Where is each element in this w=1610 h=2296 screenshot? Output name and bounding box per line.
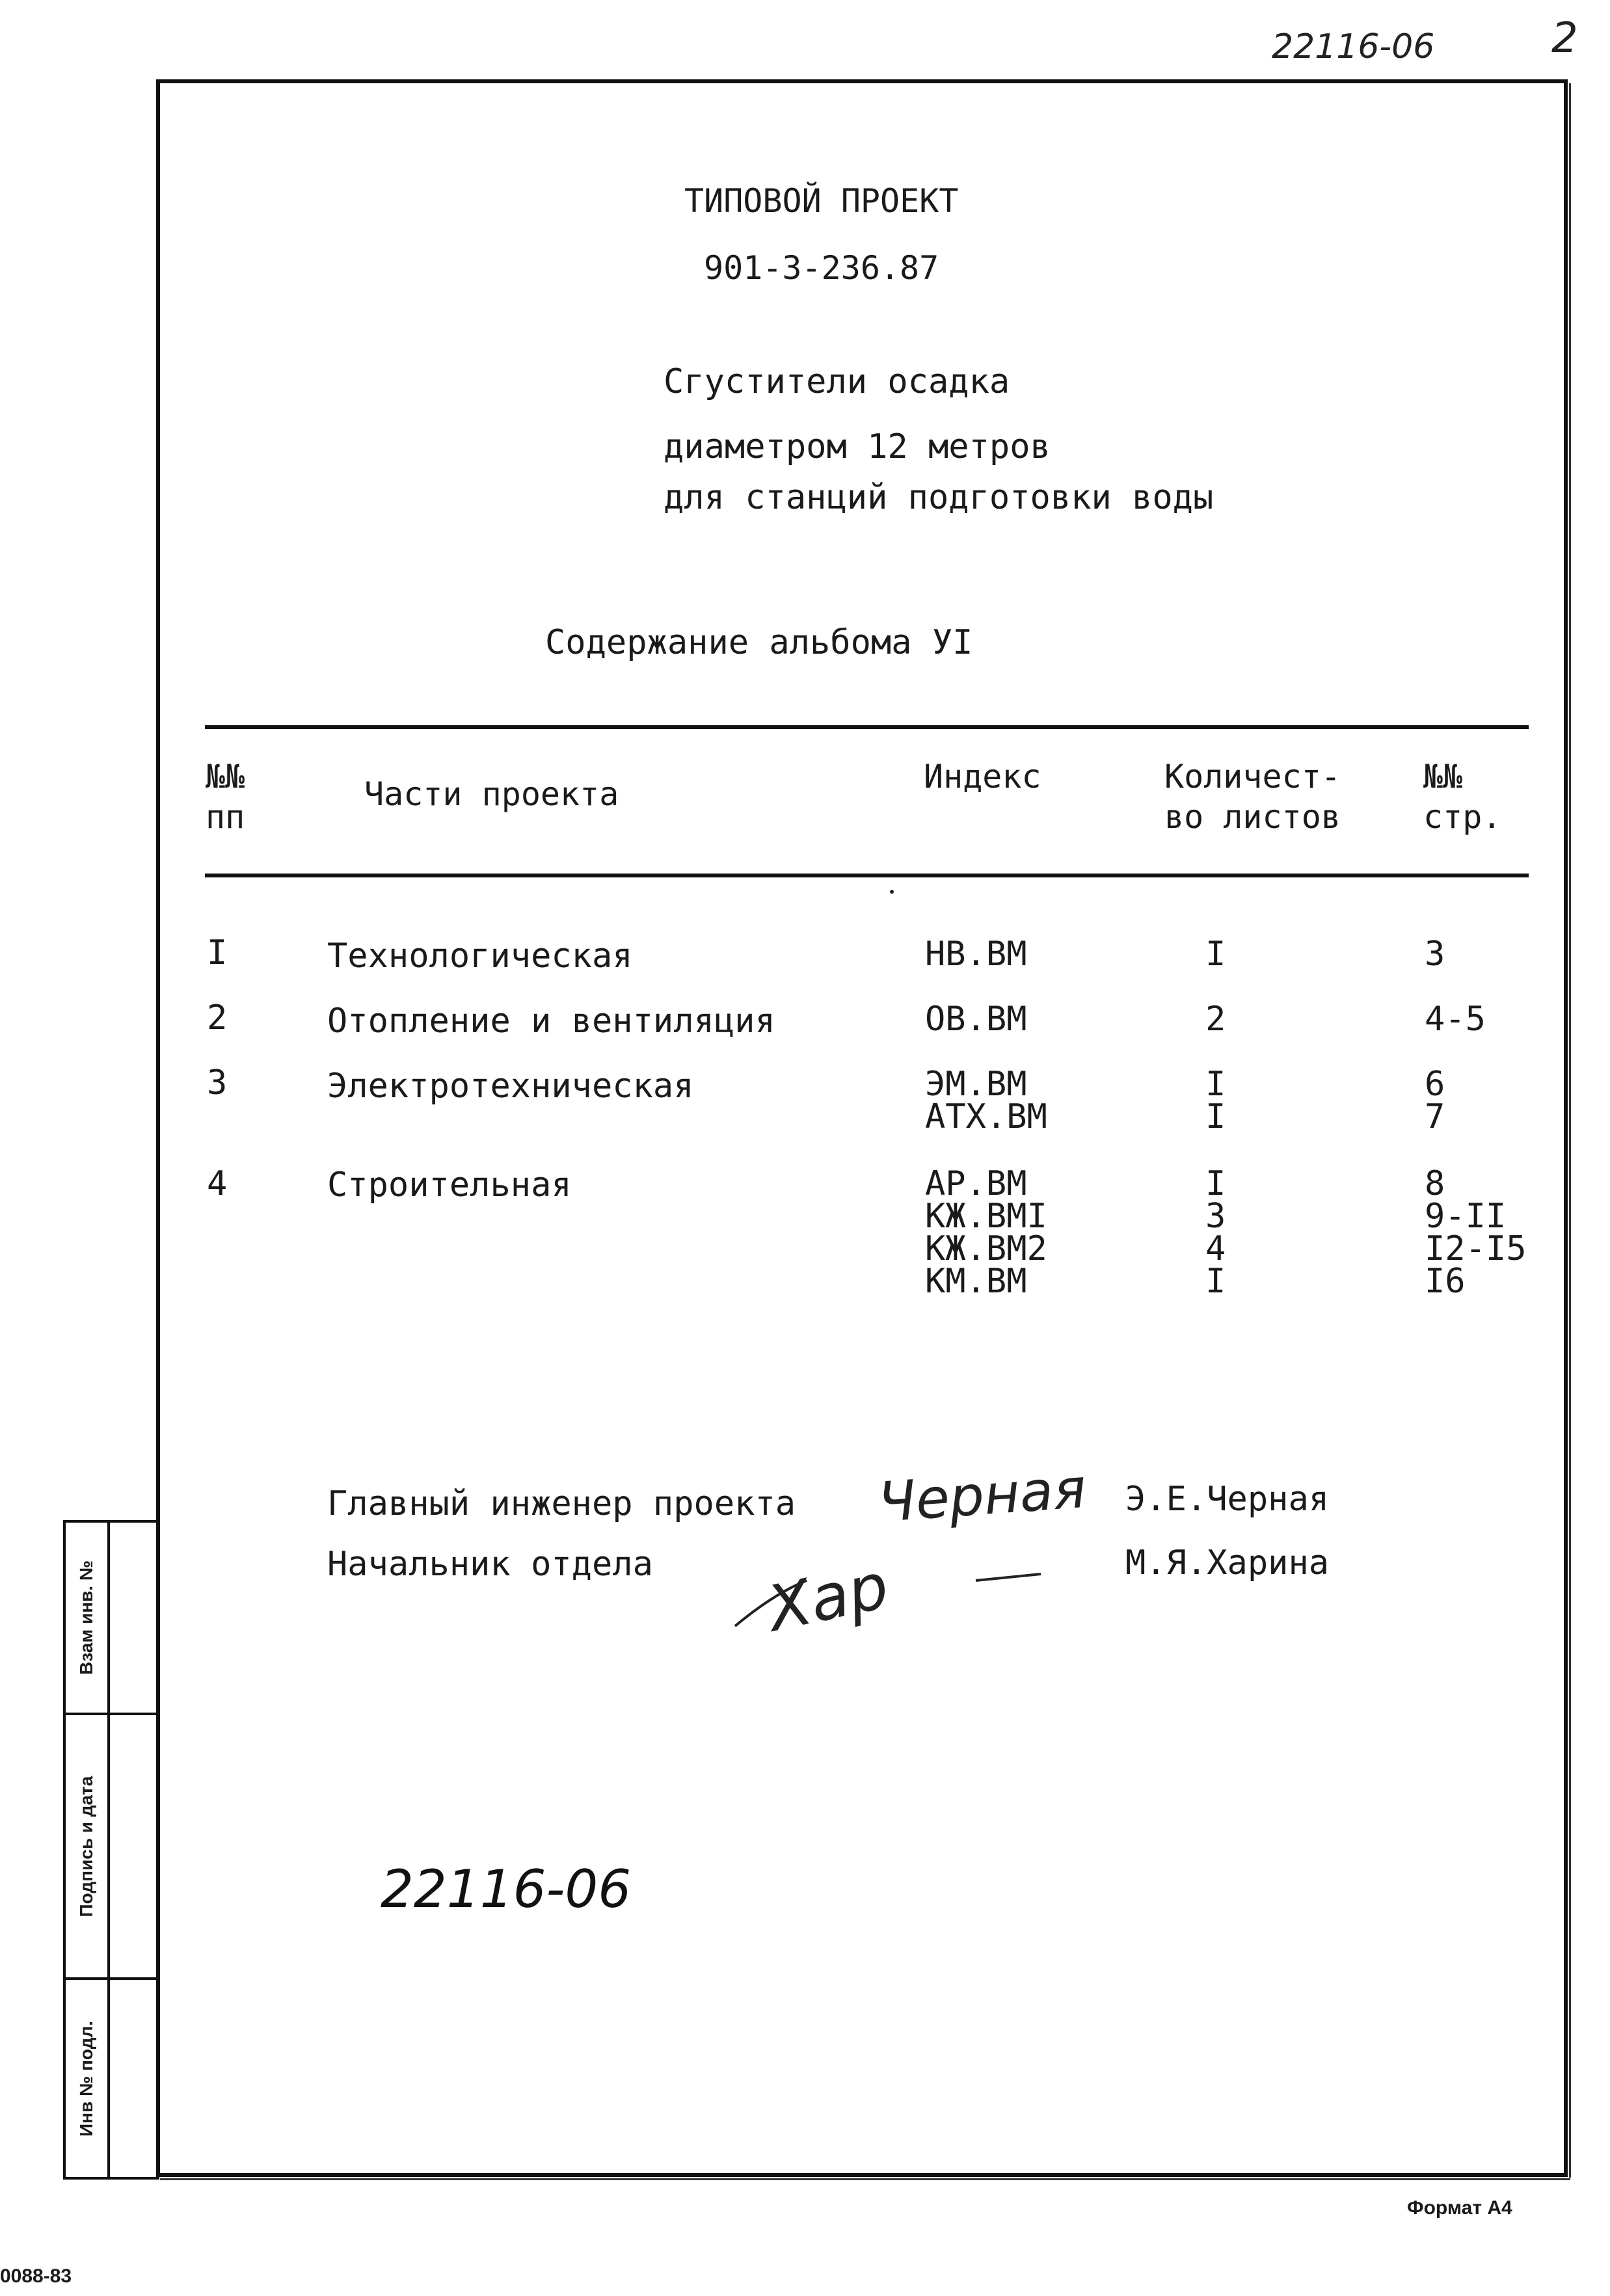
dept-head-signature-stroke bbox=[729, 1555, 1067, 1659]
header-num-line2: пп bbox=[206, 798, 245, 836]
row-3-pages: 6 bbox=[1425, 1065, 1445, 1104]
stamp-label-vzam: Взам инв. № bbox=[76, 1560, 96, 1675]
row-2-pages: 4-5 bbox=[1425, 1000, 1486, 1039]
chief-engineer-label: Главный инженер проекта bbox=[327, 1484, 796, 1523]
header-num-line1: №№ bbox=[206, 758, 245, 795]
row-1-index: НВ.ВМ bbox=[925, 935, 1027, 974]
header-qty bbox=[1164, 756, 1341, 837]
row-2-num: 2 bbox=[207, 998, 228, 1037]
bottom-doc-number: 22116-06 bbox=[381, 1859, 632, 1919]
row-4b-pages: 9-II bbox=[1425, 1197, 1507, 1236]
row-4-qty: I bbox=[1205, 1164, 1226, 1203]
header-part: Части проекта bbox=[364, 775, 619, 813]
dept-head-signature: Хар bbox=[761, 1549, 895, 1646]
stamp-label-podpis: Подпись и дата bbox=[76, 1776, 96, 1917]
header-pages-line2: стр. bbox=[1423, 798, 1502, 836]
row-1-num: I bbox=[207, 933, 228, 972]
header-pages bbox=[1423, 756, 1501, 837]
stamp-label-inv: Инв № подл. bbox=[76, 2020, 96, 2137]
row-4-index: АР.ВМ bbox=[925, 1164, 1027, 1203]
corner-code: 0088-83 bbox=[0, 2265, 72, 2287]
header-qty-line2: во листов bbox=[1164, 798, 1341, 836]
row-3-num: 3 bbox=[207, 1063, 228, 1102]
chief-engineer-signature: Черная bbox=[876, 1456, 1088, 1535]
page-number: 2 bbox=[1551, 14, 1578, 62]
frame-shadow-right bbox=[1569, 83, 1571, 2178]
project-type-title: ТИПОВОЙ ПРОЕКТ bbox=[684, 182, 959, 220]
subtitle-line-1: Сгустители осадка bbox=[664, 362, 1010, 401]
table-header-rule bbox=[205, 874, 1529, 877]
row-4d-index: КМ.ВМ bbox=[925, 1262, 1027, 1301]
header-pages-line1: №№ bbox=[1423, 758, 1463, 795]
row-1-part: Технологическая bbox=[327, 937, 633, 976]
chief-engineer-name: Э.Е.Черная bbox=[1125, 1480, 1330, 1519]
row-4d-qty: I bbox=[1205, 1262, 1226, 1301]
row-1-pages: 3 bbox=[1425, 935, 1445, 974]
row-2-part: Отопление и вентиляция bbox=[327, 1002, 775, 1041]
project-number: 901-3-236.87 bbox=[704, 249, 939, 287]
subtitle-line-2: диаметром 12 метров bbox=[664, 427, 1051, 466]
row-4b-qty: 3 bbox=[1205, 1197, 1226, 1236]
stamp-inv bbox=[63, 1977, 159, 2180]
header-qty-line1: Количест- bbox=[1164, 758, 1341, 795]
row-3b-pages: 7 bbox=[1425, 1097, 1445, 1136]
contents-heading: Содержание альбома УI bbox=[545, 623, 973, 662]
row-3b-qty: I bbox=[1205, 1097, 1226, 1136]
dept-head-label: Начальник отдела bbox=[327, 1545, 653, 1584]
frame-shadow-bottom bbox=[160, 2178, 1570, 2180]
row-1-qty: I bbox=[1205, 935, 1226, 974]
row-4-num: 4 bbox=[207, 1164, 228, 1203]
row-4-pages: 8 bbox=[1425, 1164, 1445, 1203]
row-4c-pages: I2-I5 bbox=[1425, 1229, 1527, 1268]
format-label: Формат А4 bbox=[1407, 2197, 1512, 2219]
header-index: Индекс bbox=[924, 758, 1041, 795]
row-4c-index: КЖ.ВМ2 bbox=[925, 1229, 1047, 1268]
row-3-part: Электротехническая bbox=[327, 1067, 694, 1106]
row-4c-qty: 4 bbox=[1205, 1229, 1226, 1268]
row-3b-index: АТХ.ВМ bbox=[925, 1097, 1047, 1136]
row-2-qty: 2 bbox=[1205, 1000, 1226, 1039]
dept-head-name: М.Я.Харина bbox=[1125, 1543, 1330, 1582]
header-doc-number: 22116-06 bbox=[1272, 27, 1435, 66]
row-4-part: Строительная bbox=[327, 1166, 572, 1205]
scan-dot bbox=[890, 890, 894, 894]
stamp-vzam bbox=[63, 1520, 159, 1715]
header-num bbox=[206, 756, 245, 837]
table-top-rule bbox=[205, 725, 1529, 729]
row-2-index: ОВ.ВМ bbox=[925, 1000, 1027, 1039]
subtitle-line-3: для станций подготовки воды bbox=[664, 478, 1214, 517]
stamp-podpis bbox=[63, 1713, 159, 1980]
row-3-index: ЭМ.ВМ bbox=[925, 1065, 1027, 1104]
row-4b-index: КЖ.ВМI bbox=[925, 1197, 1047, 1236]
row-4d-pages: I6 bbox=[1425, 1262, 1466, 1301]
row-3-qty: I bbox=[1205, 1065, 1226, 1104]
